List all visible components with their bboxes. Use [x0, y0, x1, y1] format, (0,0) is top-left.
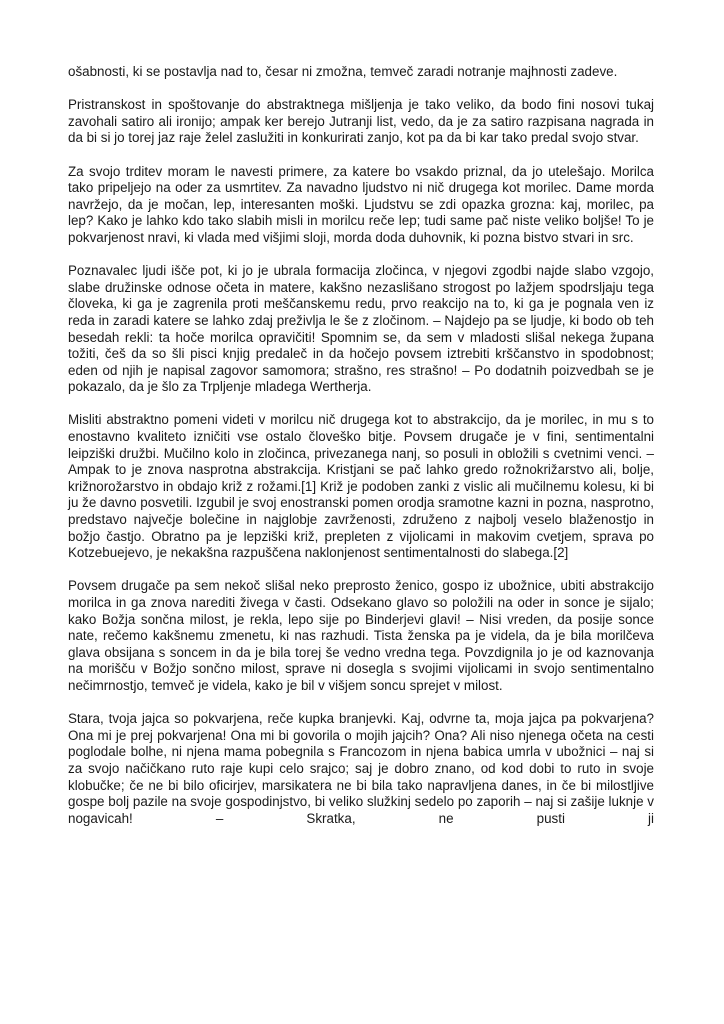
paragraph-1: ošabnosti, ki se postavlja nad to, česar ni zmožna, temveč zaradi notranje majhnosti zadeve. — [68, 64, 618, 79]
paragraph-3: Za svojo trditev moram le navesti primere, za katere bo vsakdo priznal, da jo utelešajo. Morilca tako pripeljejo na oder za usmrtitev. Za navadno ljudstvo ni nič drugega kot morilec. Dame morda navržejo, da je močan, lep, interesanten moški. Ljudstvu se zdi opazka grozna: kaj, morilec, pa lep? Kako je lahko kdo tako slabih misli in morilcu reče lep; tudi same pač niste veliko boljše! To je pokvarjenost nravi, ki vlada med višjimi sloji, morda doda duhovnik, ki pozna bistvo stvari in src. — [68, 163, 654, 245]
paragraph-4: Poznavalec ljudi išče pot, ki jo je ubrala formacija zločinca, v njegovi zgodbi najde slabo vzgojo, slabe družinske odnose očeta in matere, kakšno nezaslišano strogost po lažjem spodrsljaju tega človeka, ki ga je zagrenila proti meščanskemu redu, prvo reakcijo na to, ki ga je pognala ven iz reda in zaradi katere se lahko zdaj preživlja le še z zločinom. – Najdejo pa se ljudje, ki bodo ob teh besedah rekli: ta hoče morilca opravičiti! Spomnim se, da sem v mladosti slišal nekega župana tožiti, češ da so šli pisci knjig predaleč in da hočejo povsem iztrebiti krščanstvo in spodobnost; eden od njih je napisal zagovor samomora; strašno, res strašno! – Po dodatnih poizvedbah se je pokazalo, da je šlo za Trpljenje mladega Wertherja. — [68, 263, 654, 395]
paragraph-2: Pristranskost in spoštovanje do abstraktnega mišljenja je tako veliko, da bodo fini nosovi tukaj zavohali satiro ali ironijo; ampak ker berejo Jutranji list, vedo, da je za satiro razpisana nagrada in da bi si jo torej jaz raje želel zaslužiti in konkurirati zanjo, kot pa da bi kar tako predal svojo stvar. — [68, 97, 654, 146]
document-page — [68, 64, 654, 827]
paragraph-7: Stara, tvoja jajca so pokvarjena, reče kupka branjevki. Kaj, odvrne ta, moja jajca pa pokvarjena? Ona mi je prej pokvarjena! Ona mi bi govorila o mojih jajcih? Ona? Ali niso njenega očeta na cesti poglodale bolhe, ni njena mama pobegnila s Francozom in njena babica umrla v ubožnici – naj si za svojo načičkano ruto raje kupi celo srajco; saj je dobro znano, od kod dobi to ruto in svoje klobučke; če ne bi bilo oficirjev, marsikatera ne bi bila tako napravljena danes, in če bi milostljive gospe bolj pazile na svoje gospodinjstvo, bi veliko služkinj sedelo po zaporih – naj si zašije luknje v nogavicah! – Skratka, ne pusti ji — [68, 711, 654, 826]
paragraph-5: Misliti abstraktno pomeni videti v morilcu nič drugega kot to abstrakcijo, da je morilec, in mu s to enostavno kvaliteto izničiti vse ostalo človeško bitje. Povsem drugače je v fini, sentimentalni leipziški družbi. Mučilno kolo in zločinca, privezanega nanj, so posuli in obložili s cvetnimi venci. – Ampak to je znova nasprotna abstrakcija. Kristjani se pač lahko gredo rožnokrižarstvo ali, bolje, križnorožarstvo in obdajo križ z rožami.[1] Križ je podoben zanki z vislic ali mučilnemu kolesu, ki bi ju že davno posvetili. Izgubil je svoj enostranski pomen orodja sramotne kazni in pozna, nasprotno, predstavo največje bolečine in najglobje zavrženosti, združeno z najbolj veselo blaženostjo in božjo častjo. Obratno pa je lepziški križ, prepleten z vijolicami in makovim cvetjem, sprava po Kotzebuejevo, je nekakšna razpuščena naklonjenost sentimentalnosti do slabega.[2] — [68, 412, 654, 561]
paragraph-6: Povsem drugače pa sem nekoč slišal neko preprosto ženico, gospo iz ubožnice, ubiti abstrakcijo morilca in ga znova narediti živega v časti. Odsekano glavo so položili na oder in sonce je sijalo; kako Božja sončna milost, je rekla, lepo sije po Binderjevi glavi! – Nisi vreden, da posije sonce nate, rečemo kakšnemu zmenetu, ki nas razhudi. Tista ženska pa je videla, da je bila morilčeva glava obsijana s soncem in da je bila torej še vedno vredna tega. Povzdignila jo je od kaznovanja na morišču v Božjo sončno milost, sprave ni dosegla s svojimi vijolicami in svojo sentimentalno nečimrnostjo, temveč je videla, kako je bil v višjem soncu sprejet v milost. — [68, 578, 654, 693]
